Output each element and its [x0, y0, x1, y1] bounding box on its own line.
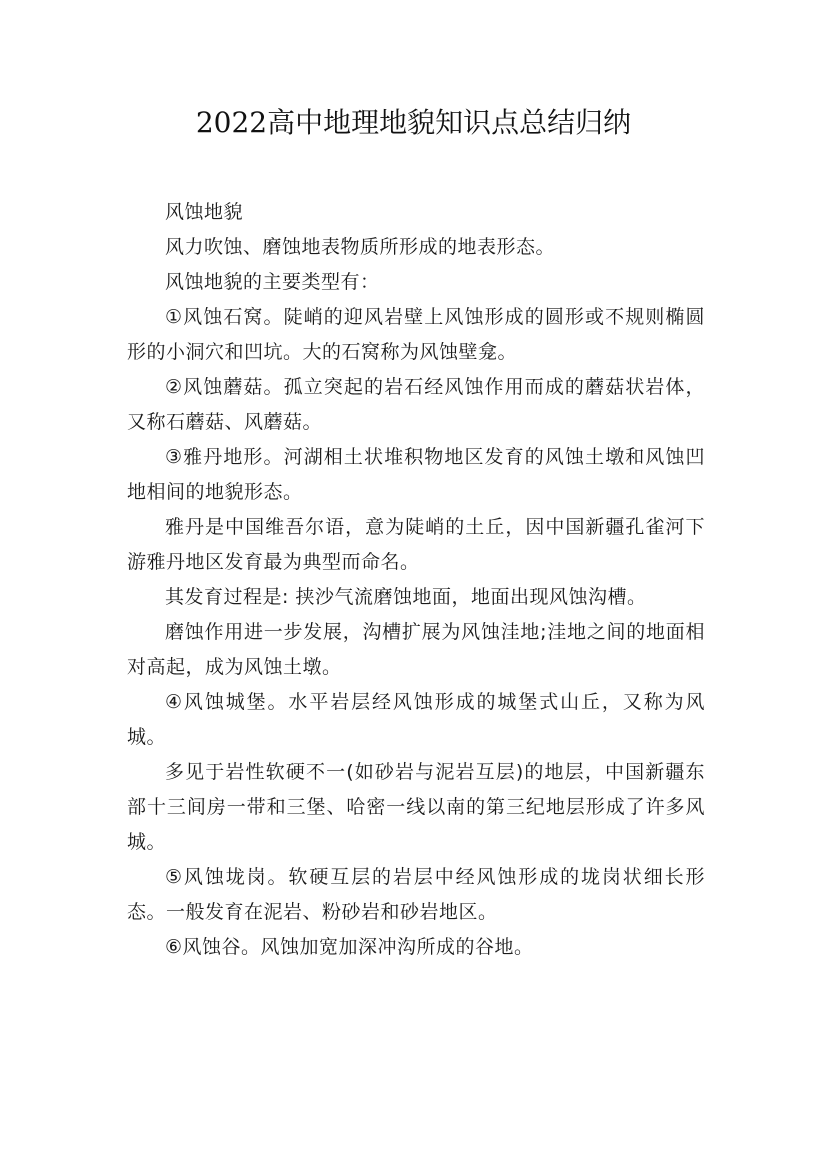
paragraph-heading: 风蚀地貌 [165, 201, 244, 223]
paragraph: 其发育过程是: 挟沙气流磨蚀地面，地面出现风蚀沟槽。 [165, 586, 647, 608]
paragraph: 多见于岩性软硬不一(如砂岩与泥岩互层)的地层，中国新疆东部十三间房一带和三堡、哈密一线以南的第三纪地层形成了许多风城。 [127, 761, 705, 853]
paragraph: ②风蚀蘑菇。孤立突起的岩石经风蚀作用而成的蘑菇状岩体，又称石蘑菇、风蘑菇。 [127, 376, 705, 433]
document-title: 2022高中地理地貌知识点总结归纳 [195, 106, 632, 139]
paragraph: ③雅丹地形。河湖相土状堆积物地区发育的风蚀土墩和风蚀凹地相间的地貌形态。 [127, 446, 705, 503]
paragraph: 磨蚀作用进一步发展，沟槽扩展为风蚀洼地;洼地之间的地面相对高起，成为风蚀土墩。 [127, 621, 705, 678]
paragraph: 雅丹是中国维吾尔语，意为陡峭的土丘，因中国新疆孔雀河下游雅丹地区发育最为典型而命名。 [127, 516, 705, 573]
document-body [127, 195, 705, 965]
paragraph: ⑥风蚀谷。风蚀加宽加深冲沟所成的谷地。 [165, 936, 534, 958]
paragraph: ④风蚀城堡。水平岩层经风蚀形成的城堡式山丘，又称为风城。 [127, 691, 705, 748]
paragraph: 风力吹蚀、磨蚀地表物质所形成的地表形态。 [165, 236, 556, 258]
paragraph: 风蚀地貌的主要类型有： [165, 271, 380, 293]
paragraph: ①风蚀石窝。陡峭的迎风岩壁上风蚀形成的圆形或不规则椭圆形的小洞穴和凹坑。大的石窝称为风蚀壁龛。 [127, 306, 705, 363]
paragraph: ⑤风蚀垅岗。软硬互层的岩层中经风蚀形成的垅岗状细长形态。一般发育在泥岩、粉砂岩和砂岩地区。 [127, 866, 705, 923]
